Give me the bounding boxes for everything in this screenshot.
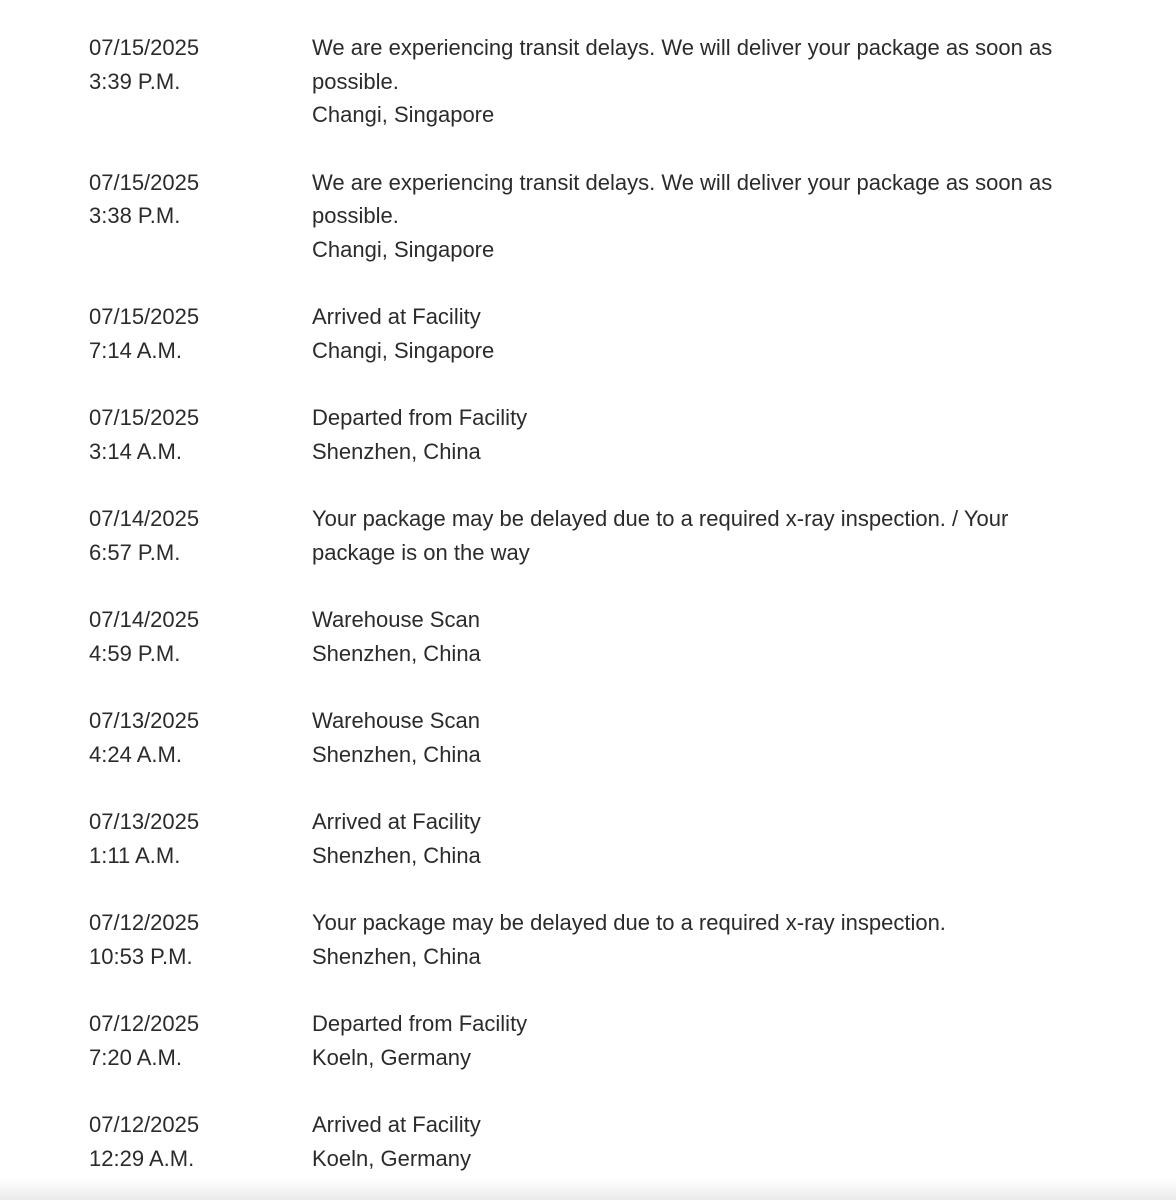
- event-location: Shenzhen, China: [312, 438, 481, 464]
- event-date: 07/14/2025: [89, 506, 200, 531]
- event-datetime: [0, 1108, 312, 1175]
- event-location: Koeln, Germany: [312, 1145, 471, 1171]
- event-date: 07/12/2025: [89, 910, 200, 935]
- tracking-event: [0, 906, 1176, 973]
- event-time: 7:14 A.M.: [89, 337, 182, 363]
- event-location: Koeln, Germany: [312, 1044, 471, 1070]
- event-time: 7:20 A.M.: [89, 1044, 182, 1070]
- event-datetime: [0, 906, 312, 973]
- tracking-event: [0, 300, 1176, 367]
- event-time: 3:39 P.M.: [89, 68, 181, 94]
- event-datetime: [0, 502, 312, 569]
- event-datetime: [0, 300, 312, 367]
- tracking-event: [0, 805, 1176, 872]
- event-time: 3:38 P.M.: [89, 203, 181, 228]
- tracking-event: [0, 31, 1176, 132]
- event-date: 07/15/2025: [89, 304, 200, 329]
- event-message: We are experiencing transit delays. We will deliver your package as soon as possible.: [312, 35, 1053, 94]
- event-location: Changi, Singapore: [312, 337, 495, 363]
- event-location: Shenzhen, China: [312, 943, 481, 969]
- event-message: Arrived at Facility: [312, 1112, 481, 1137]
- event-datetime: [0, 1007, 312, 1074]
- event-details: [312, 906, 1092, 973]
- event-date: 07/15/2025: [89, 405, 200, 430]
- tracking-history: [0, 31, 1176, 1175]
- event-details: [312, 805, 1092, 872]
- event-date: 07/12/2025: [89, 1112, 200, 1137]
- event-time: 10:53 P.M.: [89, 943, 193, 969]
- event-message: Warehouse Scan: [312, 607, 480, 632]
- event-message: Departed from Facility: [312, 405, 528, 430]
- event-datetime: [0, 166, 312, 233]
- tracking-event: [0, 704, 1176, 771]
- event-location: Changi, Singapore: [312, 236, 495, 262]
- event-details: [312, 603, 1092, 670]
- event-location: Shenzhen, China: [312, 640, 481, 666]
- event-datetime: [0, 603, 312, 670]
- event-time: 1:11 A.M.: [89, 842, 181, 868]
- tracking-event: [0, 1007, 1176, 1074]
- event-details: [312, 31, 1092, 132]
- event-date: 07/15/2025: [89, 35, 200, 60]
- event-location: Shenzhen, China: [312, 741, 481, 767]
- event-details: [312, 502, 1092, 569]
- event-message: Departed from Facility: [312, 1011, 528, 1036]
- event-date: 07/15/2025: [89, 169, 200, 195]
- event-details: [312, 704, 1092, 771]
- event-message: We are experiencing transit delays. We will deliver your package as soon as possible.: [312, 169, 1053, 228]
- event-date: 07/13/2025: [89, 708, 200, 733]
- event-time: 3:14 A.M.: [89, 438, 182, 464]
- event-time: 4:24 A.M.: [89, 741, 182, 767]
- bottom-edge-shadow: [0, 1178, 1176, 1200]
- tracking-event: [0, 401, 1176, 468]
- tracking-event: [0, 603, 1176, 670]
- event-datetime: [0, 805, 312, 872]
- event-message: Arrived at Facility: [312, 809, 481, 834]
- event-details: [312, 166, 1092, 267]
- event-date: 07/12/2025: [89, 1011, 200, 1036]
- event-details: [312, 1007, 1092, 1074]
- event-location: Shenzhen, China: [312, 842, 481, 868]
- event-location: Changi, Singapore: [312, 102, 495, 127]
- tracking-event: [0, 1108, 1176, 1175]
- event-details: [312, 401, 1092, 468]
- tracking-event: [0, 502, 1176, 569]
- event-time: 4:59 P.M.: [89, 640, 181, 666]
- tracking-event: [0, 166, 1176, 267]
- event-details: [312, 1108, 1092, 1175]
- event-message: Your package may be delayed due to a required x-ray inspection. / Your package is on the way: [312, 506, 1009, 565]
- event-details: [312, 300, 1092, 367]
- event-time: 12:29 A.M.: [89, 1145, 195, 1171]
- event-message: Arrived at Facility: [312, 304, 481, 329]
- event-datetime: [0, 704, 312, 771]
- event-datetime: [0, 31, 312, 98]
- event-datetime: [0, 401, 312, 468]
- event-time: 6:57 P.M.: [89, 539, 181, 565]
- event-date: 07/13/2025: [89, 809, 200, 834]
- event-date: 07/14/2025: [89, 607, 200, 632]
- event-message: Warehouse Scan: [312, 708, 480, 733]
- event-message: Your package may be delayed due to a required x-ray inspection.: [312, 910, 946, 935]
